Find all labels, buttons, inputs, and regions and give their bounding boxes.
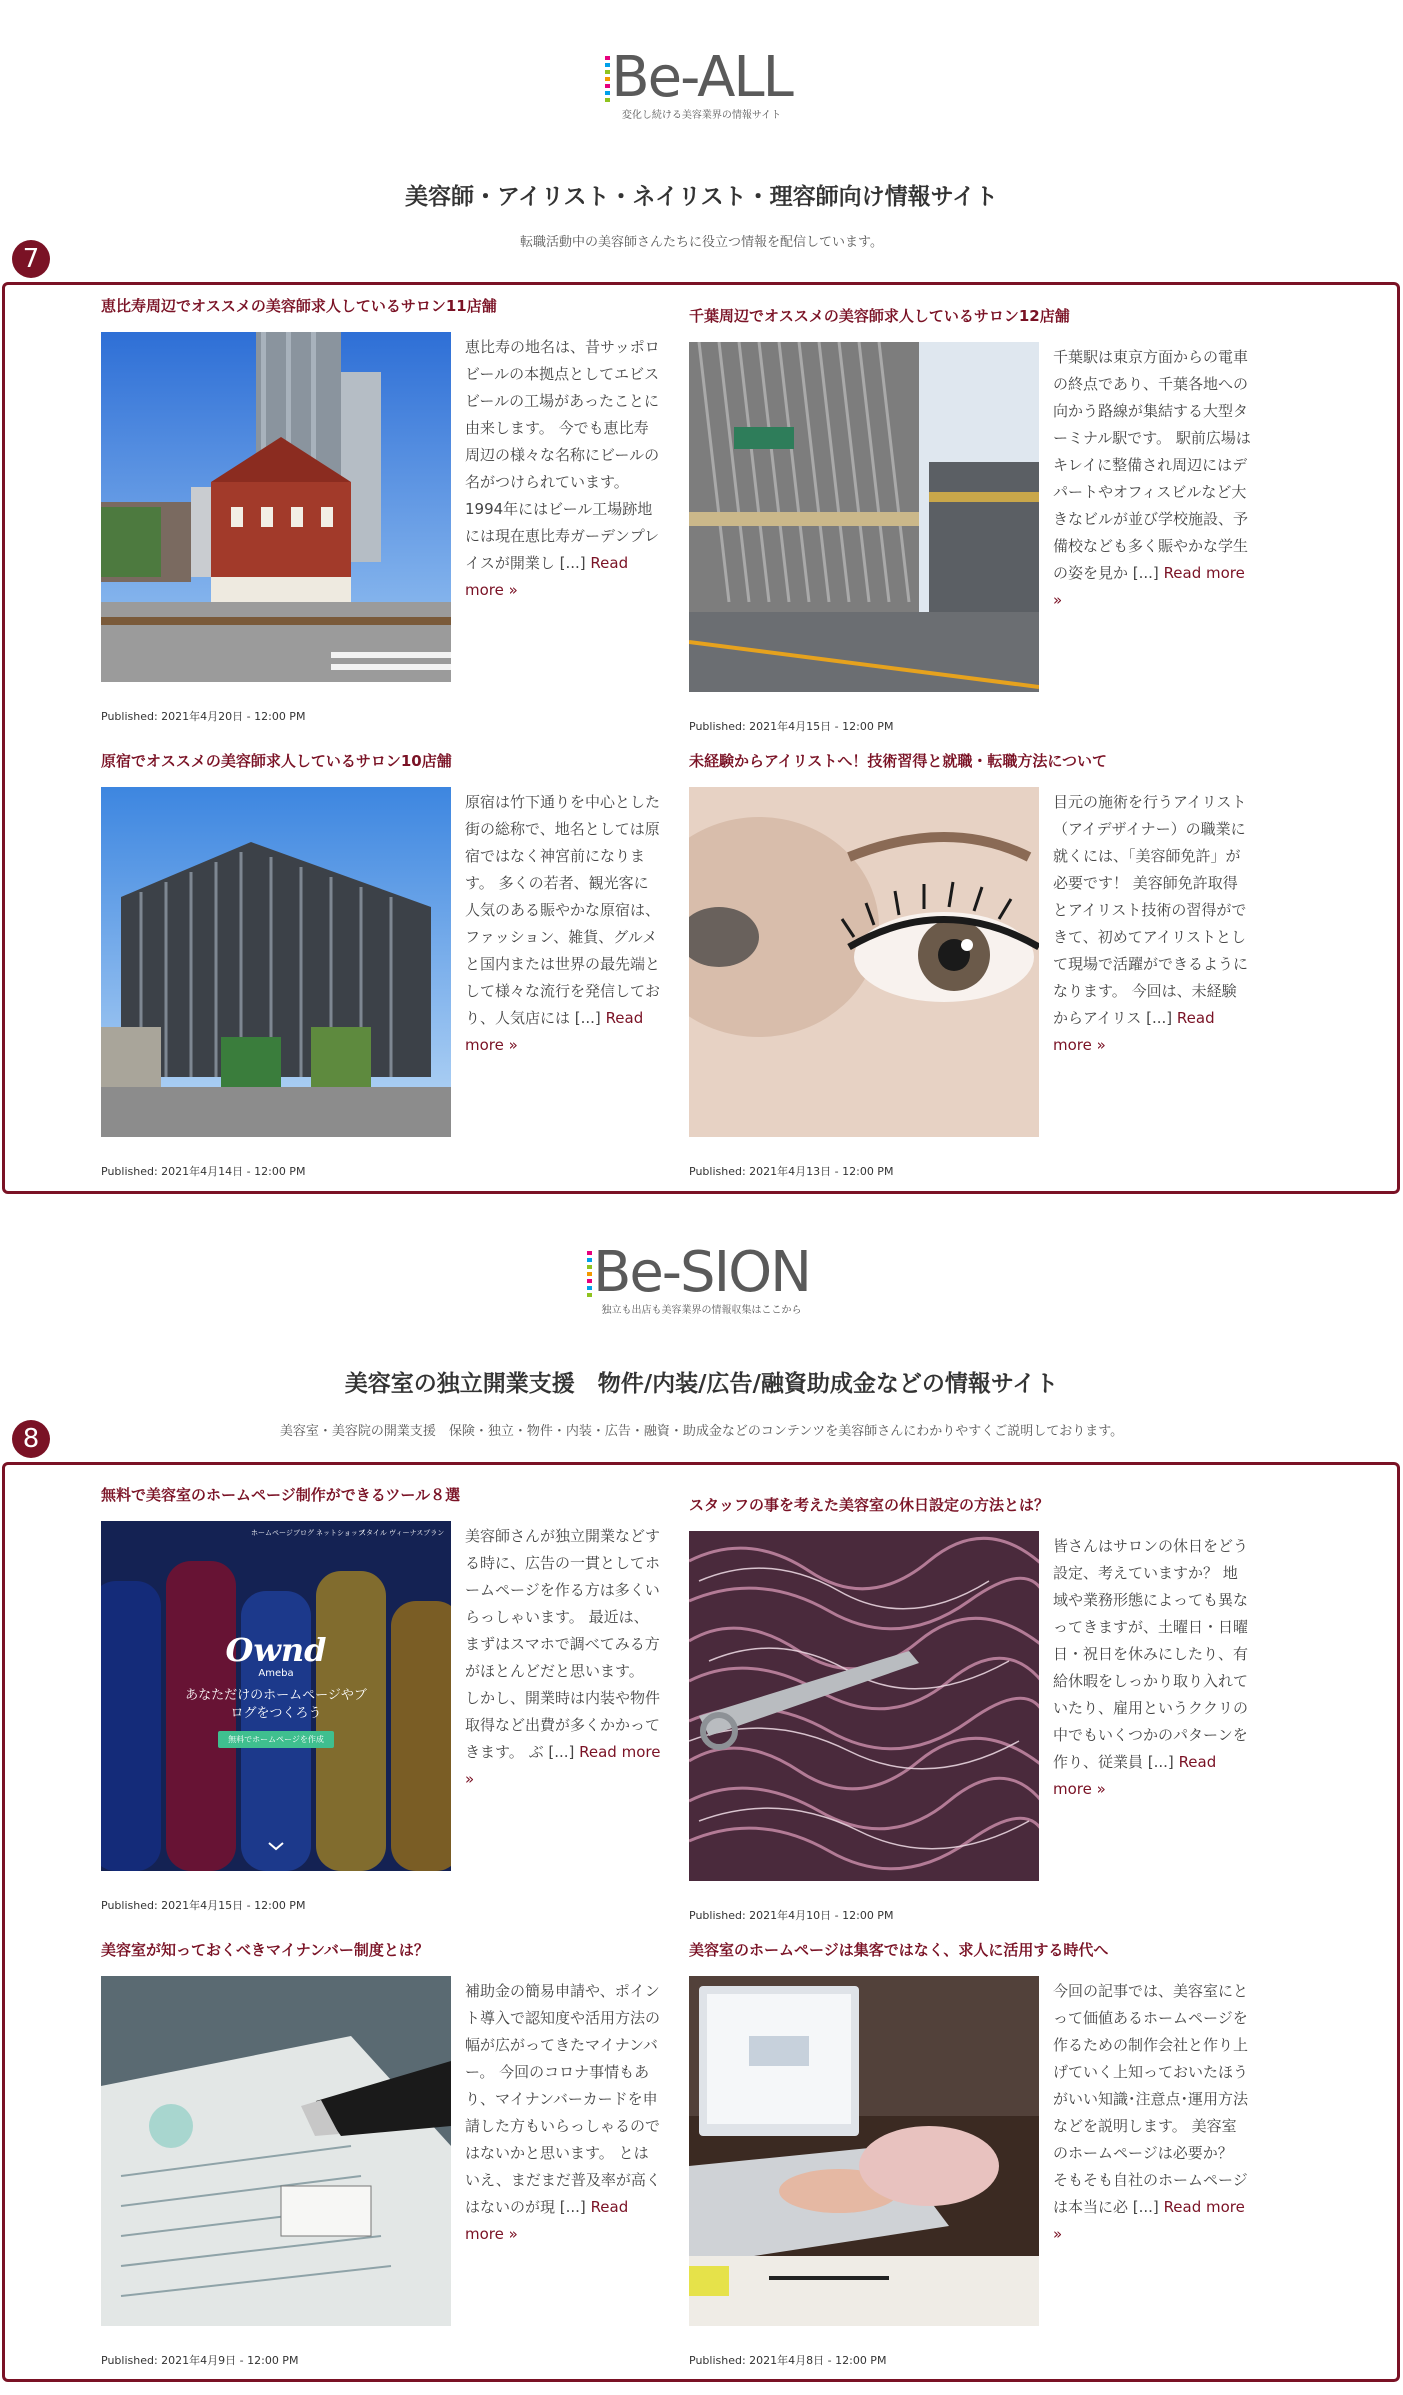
post-title[interactable]: 千葉周辺でオススメの美容師求人しているサロン12店舗 bbox=[689, 307, 1070, 325]
published-date: Published: 2021年4月14日 - 12:00 PM bbox=[101, 1165, 306, 1178]
site-logo[interactable] bbox=[0, 1240, 1403, 1317]
logo-dots-icon bbox=[587, 1251, 592, 1297]
published-date: Published: 2021年4月8日 - 12:00 PM bbox=[689, 2354, 887, 2367]
section-number-badge: 8 bbox=[12, 1420, 50, 1458]
svg-text:ネットショップ: ネットショップ bbox=[316, 1529, 365, 1537]
logo-tagline: 独立も出店も美容業界の情報収集はここから bbox=[601, 1305, 802, 1316]
thumb-sub: Ameba bbox=[258, 1668, 294, 1679]
post-title[interactable]: 美容室のホームページは集客ではなく、求人に活用する時代へ bbox=[689, 1941, 1109, 1959]
excerpt-text: 皆さんはサロンの休日をどう設定、考えていますか？ 地域や業務形態によっても異なってきますが、土曜日・日曜日・祝日を休みにしたり、有給休暇をしっかり取り入れていたり、雇用というククリの中でもいくつかのパターンを作り、従業員 [...] bbox=[1053, 1537, 1249, 1771]
post-excerpt bbox=[465, 789, 663, 1059]
published-date: Published: 2021年4月10日 - 12:00 PM bbox=[689, 1909, 894, 1922]
post-title[interactable]: 無料で美容室のホームページ制作ができるツール８選 bbox=[101, 1486, 461, 1504]
excerpt-text: 美容師さんが独立開業などする時に、広告の一貫としてホームページを作る方は多くいらっしゃいます。 最近は、まずはスマホで調べてみる方がほとんどだと思います。 しかし、開業時は内装や物件取得など出費が多くかかってきます。 ぶ [...] bbox=[465, 1527, 661, 1761]
published-date: Published: 2021年4月15日 - 12:00 PM bbox=[101, 1899, 306, 1912]
post-thumbnail[interactable] bbox=[101, 787, 451, 1137]
logo-tagline: 変化し続ける美容業界の情報サイト bbox=[621, 110, 782, 121]
svg-text:ヴィーナスプラン: ヴィーナスプラン bbox=[389, 1529, 445, 1537]
site-logo[interactable] bbox=[0, 45, 1403, 122]
post-title[interactable]: 原宿でオススメの美容師求人しているサロン10店舗 bbox=[101, 752, 452, 770]
read-more-link[interactable]: Read more » bbox=[465, 554, 629, 599]
svg-text:ブログ: ブログ bbox=[293, 1529, 314, 1537]
svg-text:ホームページ: ホームページ bbox=[251, 1529, 293, 1537]
post-card bbox=[101, 751, 661, 1178]
post-excerpt bbox=[465, 1523, 663, 1793]
post-title[interactable]: スタッフの事を考えた美容室の休日設定の方法とは？ bbox=[689, 1496, 1050, 1514]
post-thumbnail[interactable] bbox=[101, 332, 451, 682]
post-thumbnail[interactable] bbox=[689, 787, 1039, 1137]
logo-text: Be-ALL bbox=[611, 45, 792, 110]
section-number-badge: 7 bbox=[12, 240, 50, 278]
post-excerpt bbox=[1053, 1978, 1251, 2248]
post-thumbnail[interactable] bbox=[689, 1976, 1039, 2326]
post-thumbnail[interactable] bbox=[101, 1976, 451, 2326]
excerpt-text: 今回の記事では、美容室にとって価値あるホームページを作るための制作会社と作り上げていく上知っておいたほうがいい知識･注意点･運用方法などを説明します。 美容室のホームページは必要か？ そもそも自社のホームページは本当に必 [...] bbox=[1053, 1982, 1249, 2216]
logo-dots-icon bbox=[605, 56, 610, 102]
thumb-caption: あなただけのホームページやブログをつくろう bbox=[185, 1688, 367, 1721]
excerpt-text: 恵比寿の地名は、昔サッポロビールの本拠点としてエビスビールの工場があったことに由来します。 今でも恵比寿周辺の様々な名称にビールの名がつけられています。 1994年にはビール工場跡地には現在恵比寿ガーデンプレイスが開業し [...] bbox=[465, 338, 660, 572]
read-more-link[interactable]: Read more » bbox=[1053, 1753, 1217, 1798]
site-title: 美容室の独立開業支援 物件/内装/広告/融資助成金などの情報サイト bbox=[344, 1371, 1059, 1397]
post-card bbox=[689, 1495, 1249, 1922]
site-description: 転職活動中の美容師さんたちに役立つ情報を配信しています。 bbox=[520, 235, 883, 250]
read-more-link[interactable]: Read more » bbox=[1053, 2198, 1245, 2243]
post-card bbox=[689, 751, 1249, 1178]
published-date: Published: 2021年4月9日 - 12:00 PM bbox=[101, 2354, 299, 2367]
post-title[interactable]: 美容室が知っておくべきマイナンバー制度とは？ bbox=[101, 1941, 429, 1959]
excerpt-text: 補助金の簡易申請や、ポイント導入で認知度や活用方法の幅が広がってきたマイナンバー。 今回のコロナ事情もあり、マイナンバーカードを申請した方もいらっしゃるのではないかと思います。 とはいえ、まだまだ普及率が高くはないのが現 [...] bbox=[465, 1982, 661, 2216]
post-title[interactable]: 未経験からアイリストへ！技術習得と就職・転職方法について bbox=[689, 752, 1108, 770]
published-date: Published: 2021年4月20日 - 12:00 PM bbox=[101, 710, 306, 723]
thumb-cta-button: 無料でホームページを作成 bbox=[218, 1731, 334, 1748]
post-excerpt bbox=[465, 334, 663, 604]
excerpt-text: 千葉駅は東京方面からの電車の終点であり、千葉各地への向かう路線が集結する大型ターミナル駅です。 駅前広場はキレイに整備され周辺にはデパートやオフィスビルなど大きなビルが並び学校施設、予備校なども多く賑やかな学生の姿を見か [...] bbox=[1053, 348, 1251, 582]
thumb-brand: Ownd bbox=[225, 1631, 327, 1669]
read-more-link[interactable]: Read more » bbox=[1053, 564, 1245, 609]
post-excerpt bbox=[465, 1978, 663, 2248]
post-thumbnail[interactable] bbox=[101, 1521, 451, 1871]
post-card bbox=[689, 1940, 1249, 2367]
post-thumbnail[interactable] bbox=[689, 342, 1039, 692]
post-excerpt bbox=[1053, 344, 1251, 614]
read-more-link[interactable]: Read more » bbox=[465, 2198, 629, 2243]
post-card bbox=[101, 296, 661, 723]
excerpt-text: 原宿は竹下通りを中心とした街の総称で、地名としては原宿ではなく神宮前になります。 多くの若者、観光客に人気のある賑やかな原宿は、ファッション、雑貨、グルメと国内または世界の最先端として様々な流行を発信しており、人気店には [...] bbox=[465, 793, 661, 1027]
post-card bbox=[101, 1485, 661, 1912]
read-more-link[interactable]: Read more » bbox=[1053, 1009, 1215, 1054]
svg-text:スタイル: スタイル bbox=[359, 1529, 387, 1537]
site-title: 美容師・アイリスト・ネイリスト・理容師向け情報サイト bbox=[405, 184, 998, 210]
post-excerpt bbox=[1053, 789, 1251, 1059]
read-more-link[interactable]: Read more » bbox=[465, 1009, 644, 1054]
read-more-link[interactable]: Read more » bbox=[465, 1743, 661, 1788]
site-description: 美容室・美容院の開業支援 保険・独立・物件・内装・広告・融資・助成金などのコンテンツを美容師さんにわかりやすくご説明しております。 bbox=[279, 1424, 1124, 1439]
post-card bbox=[689, 306, 1251, 733]
post-card bbox=[101, 1940, 661, 2367]
logo-text: Be-SION bbox=[592, 1240, 811, 1305]
excerpt-text: 目元の施術を行うアイリスト（アイデザイナー）の職業に就くには、「美容師免許」が必要です！ 美容師免許取得とアイリスト技術の習得ができて、初めてアイリストとして現場で活躍ができるようになります。 今回は、未経験からアイリス [...] bbox=[1053, 793, 1249, 1027]
published-date: Published: 2021年4月15日 - 12:00 PM bbox=[689, 720, 894, 733]
post-title[interactable]: 恵比寿周辺でオススメの美容師求人しているサロン11店舗 bbox=[101, 297, 497, 315]
post-excerpt bbox=[1053, 1533, 1251, 1803]
post-thumbnail[interactable] bbox=[689, 1531, 1039, 1881]
published-date: Published: 2021年4月13日 - 12:00 PM bbox=[689, 1165, 894, 1178]
